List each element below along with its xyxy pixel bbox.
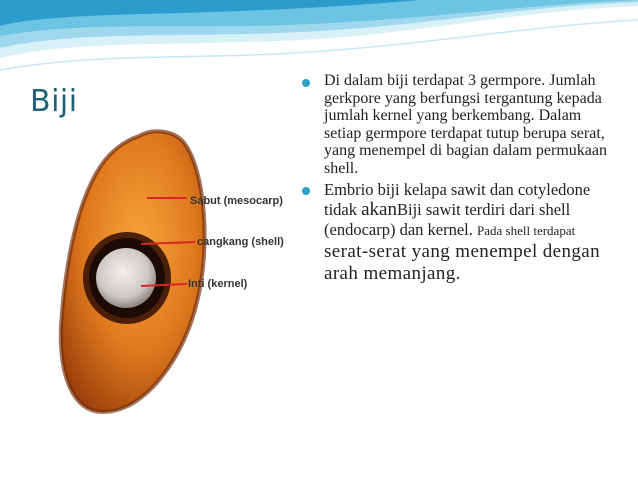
bullet-dot-icon — [302, 187, 310, 195]
bullet-text: Di dalam biji terdapat 3 germpore. Jumlah gerkpore yang berfungsi tergantung kepada jumlah kernel yang berkembang. Dalam setiap germpore terdapat tutup berupa serat, yang menempel di bagian dalam permukaan shell. — [324, 72, 608, 177]
bullet-dot-icon — [302, 79, 310, 87]
bullet-text-part: Embrio biji kelapa sawit dan cotyledone tidak — [324, 180, 591, 219]
bullet-text-part: akan — [361, 199, 397, 220]
label-inti: Inti (kernel) — [188, 278, 248, 290]
bullet-text-part: serat-serat yang menempel dengan arah memanjang. — [324, 241, 601, 284]
bullet-list — [302, 72, 617, 285]
slide-title: Biji — [30, 84, 78, 119]
bullet-item — [302, 180, 617, 285]
bullet-text-part: Pada shell terdapat — [477, 223, 576, 238]
label-cangkang: cangkang (shell) — [197, 236, 284, 248]
bullet-item — [302, 72, 617, 177]
header-wave-decoration — [0, 0, 638, 80]
bullet-text-part: Biji sawit terdiri dari shell (endocarp) dan kernel. — [324, 200, 571, 239]
palm-fruit-cross-section-image — [55, 126, 285, 416]
label-sabut: Sabut (mesocarp) — [190, 195, 283, 207]
